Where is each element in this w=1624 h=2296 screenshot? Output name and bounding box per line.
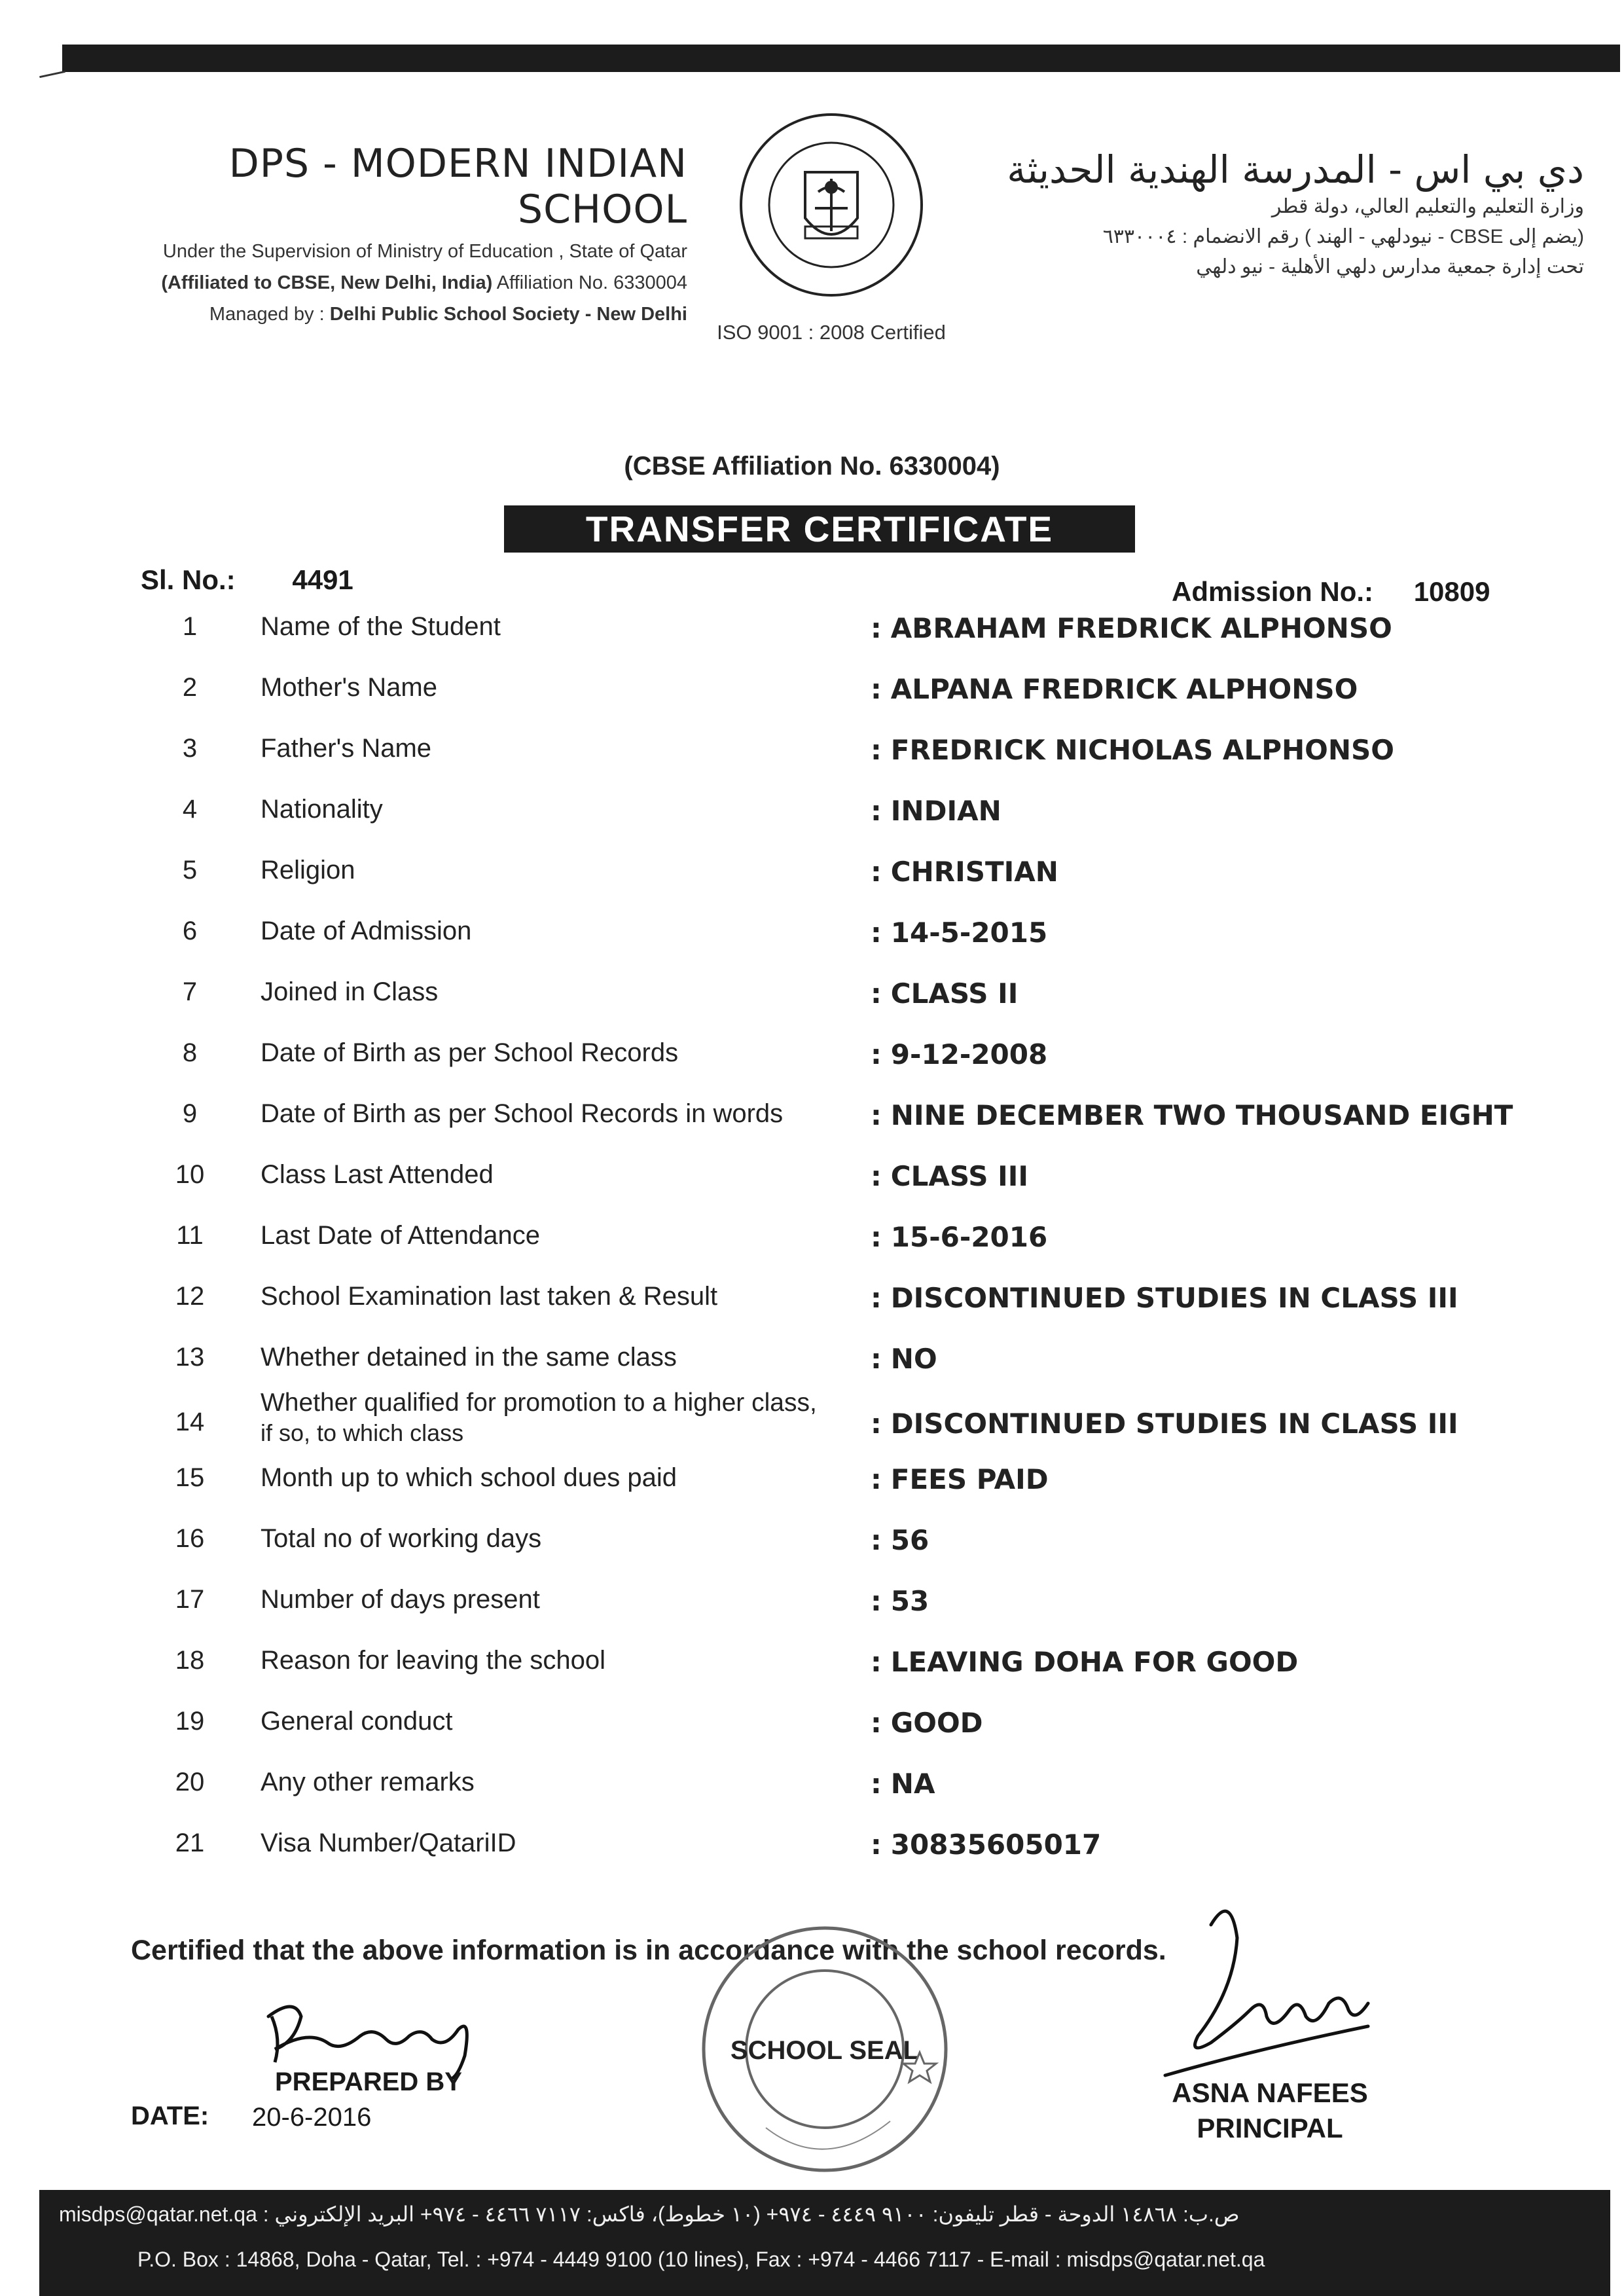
- field-label: [261, 1829, 516, 1858]
- field-row: [0, 1160, 1624, 1219]
- field-number: 13: [175, 1343, 205, 1372]
- field-colon: :: [871, 1221, 882, 1253]
- field-row: [0, 1646, 1624, 1705]
- principal-title: PRINCIPAL: [1197, 2113, 1343, 2143]
- field-row: [0, 977, 1624, 1036]
- principal-block: [1152, 2075, 1388, 2146]
- admission-number: [1172, 576, 1490, 608]
- top-border-tick: [39, 71, 65, 78]
- field-row: [0, 1282, 1624, 1341]
- school-logo-emblem: [736, 110, 926, 300]
- field-number: 8: [182, 1038, 198, 1067]
- managed-arabic: تحت إدارة جمعية مدارس دلهي الأهلية - نيو دلهي: [1196, 256, 1584, 278]
- field-number: 1: [182, 612, 198, 641]
- field-label-line: Date of Admission: [261, 917, 472, 945]
- field-row: [0, 673, 1624, 732]
- field-value: [871, 1408, 1458, 1440]
- field-colon: :: [871, 673, 882, 705]
- field-label-line: General conduct: [261, 1707, 453, 1736]
- field-label-line: Last Date of Attendance: [261, 1221, 540, 1250]
- field-value-text: CLASS III: [890, 1160, 1029, 1192]
- affiliated-text: (Affiliated to CBSE, New Delhi, India): [161, 272, 493, 293]
- field-value-text: NA: [890, 1768, 935, 1800]
- field-value: [871, 1160, 1028, 1192]
- field-label-line: if so, to which class: [261, 1419, 464, 1446]
- affiliation-arabic: (يضم إلى CBSE - نيودلهي - الهند ) رقم الانضمام : ٦٣٣٠٠٠٤: [1102, 226, 1584, 247]
- field-row: [0, 795, 1624, 854]
- footer-english-contact: P.O. Box : 14868, Doha - Qatar, Tel. : +974 - 4449 9100 (10 lines), Fax : +974 - 4466 7117 - E-mail : misdps@qatar.net.qa: [137, 2248, 1265, 2271]
- field-colon: :: [871, 1829, 882, 1861]
- field-label: [261, 1524, 541, 1554]
- field-value: [871, 734, 1394, 766]
- field-value: [871, 1707, 983, 1739]
- field-colon: :: [871, 1585, 882, 1617]
- managed-prefix: Managed by :: [209, 304, 325, 325]
- field-colon: :: [871, 1646, 882, 1678]
- field-number: 2: [182, 673, 198, 702]
- field-label-line: Whether detained in the same class: [261, 1343, 677, 1372]
- field-number: 19: [175, 1707, 205, 1736]
- field-number: 14: [175, 1408, 205, 1436]
- principal-name: ASNA NAFEES: [1172, 2077, 1368, 2108]
- field-value-text: FEES PAID: [890, 1463, 1049, 1495]
- field-colon: :: [871, 1282, 882, 1314]
- field-row: [0, 1768, 1624, 1827]
- date-label: DATE:: [131, 2102, 209, 2130]
- prepared-by-label: PREPARED BY: [275, 2068, 462, 2096]
- serial-label: Sl. No.:: [141, 564, 236, 595]
- field-number: 21: [175, 1829, 205, 1857]
- field-value: [871, 1585, 929, 1617]
- seal-text: SCHOOL SEAL: [730, 2036, 920, 2065]
- field-row: [0, 1829, 1624, 1887]
- field-number: 9: [182, 1099, 198, 1128]
- field-label-line: Mother's Name: [261, 673, 437, 702]
- managed-line: [85, 302, 687, 327]
- field-colon: :: [871, 795, 882, 827]
- school-name-arabic: دي بي اس - المدرسة الهندية الحديثة: [1007, 147, 1584, 192]
- footer-email: misdps@qatar.net.qa: [59, 2202, 257, 2226]
- field-label: [261, 1768, 475, 1797]
- field-value: [871, 612, 1392, 644]
- field-number: 12: [175, 1282, 205, 1311]
- field-number: 15: [175, 1463, 205, 1492]
- top-border-bar: [62, 45, 1620, 72]
- field-colon: :: [871, 977, 882, 1010]
- field-value-text: CLASS II: [890, 977, 1019, 1010]
- field-value: [871, 1221, 1047, 1253]
- field-colon: :: [871, 1707, 882, 1739]
- field-colon: :: [871, 1463, 882, 1495]
- field-value-text: FREDRICK NICHOLAS ALPHONSO: [890, 734, 1394, 766]
- field-row: [0, 1221, 1624, 1280]
- supervision-line: Under the Supervision of Ministry of Education , State of Qatar: [162, 241, 687, 262]
- field-value: [871, 1282, 1458, 1314]
- field-colon: :: [871, 1768, 882, 1800]
- field-label-line: Class Last Attended: [261, 1160, 494, 1189]
- ministry-arabic: وزارة التعليم والتعليم العالي، دولة قطر: [1271, 196, 1584, 217]
- header-arabic: [956, 147, 1584, 282]
- admission-label: Admission No.:: [1172, 576, 1374, 607]
- field-value-text: LEAVING DOHA FOR GOOD: [890, 1646, 1299, 1678]
- field-value-text: DISCONTINUED STUDIES IN CLASS III: [890, 1408, 1458, 1440]
- field-value-text: NINE DECEMBER TWO THOUSAND EIGHT: [890, 1099, 1513, 1131]
- field-number: 3: [182, 734, 198, 763]
- field-colon: :: [871, 1038, 882, 1070]
- admission-value: 10809: [1413, 576, 1490, 607]
- field-value-text: 14-5-2015: [890, 917, 1048, 949]
- field-label: [261, 1160, 494, 1190]
- field-label-line: Visa Number/QatariID: [261, 1829, 516, 1857]
- field-label-line: Any other remarks: [261, 1768, 475, 1796]
- field-value: [871, 1343, 937, 1375]
- field-label: [261, 1221, 540, 1250]
- field-label: [261, 1099, 783, 1129]
- field-label: [261, 1343, 677, 1372]
- field-label: [261, 856, 355, 885]
- document-title: TRANSFER CERTIFICATE: [504, 505, 1135, 553]
- field-colon: :: [871, 1099, 882, 1131]
- field-row: [0, 1585, 1624, 1644]
- field-value: [871, 795, 1001, 827]
- field-value-text: NO: [890, 1343, 937, 1375]
- school-seal-stamp: [694, 1918, 956, 2180]
- field-number: 20: [175, 1768, 205, 1796]
- field-value-text: DISCONTINUED STUDIES IN CLASS III: [890, 1282, 1458, 1314]
- field-label: [261, 1038, 678, 1068]
- field-label: [261, 734, 431, 763]
- field-label-line: Number of days present: [261, 1585, 540, 1614]
- cbse-affiliation: (CBSE Affiliation No. 6330004): [624, 452, 1000, 481]
- field-value-text: ALPANA FREDRICK ALPHONSO: [890, 673, 1358, 705]
- field-number: 7: [182, 977, 198, 1006]
- field-label-line: Whether qualified for promotion to a higher class,: [261, 1389, 817, 1417]
- field-value: [871, 977, 1018, 1010]
- field-label: [261, 795, 383, 824]
- field-label-line: Father's Name: [261, 734, 432, 763]
- field-value: [871, 1829, 1101, 1861]
- field-label-line: Nationality: [261, 795, 383, 824]
- field-number: 4: [182, 795, 198, 824]
- field-value: [871, 1463, 1049, 1495]
- field-value-text: 9-12-2008: [890, 1038, 1048, 1070]
- field-label: [261, 977, 438, 1007]
- field-number: 6: [182, 917, 198, 945]
- field-label-line: Date of Birth as per School Records in words: [261, 1099, 784, 1128]
- field-label: [261, 1646, 605, 1675]
- field-number: 10: [175, 1160, 205, 1189]
- field-label-line: Date of Birth as per School Records: [261, 1038, 679, 1067]
- managed-society: Delhi Public School Society - New Delhi: [329, 304, 687, 325]
- field-row: [0, 1038, 1624, 1097]
- serial-number: [141, 564, 353, 596]
- field-label-line: Religion: [261, 856, 355, 884]
- field-row: [0, 612, 1624, 671]
- field-value-text: GOOD: [890, 1707, 983, 1739]
- field-colon: :: [871, 856, 882, 888]
- field-colon: :: [871, 917, 882, 949]
- field-number: 11: [176, 1221, 204, 1250]
- field-label-line: Name of the Student: [261, 612, 501, 641]
- school-name: DPS - MODERN INDIAN SCHOOL: [228, 141, 687, 232]
- field-value: [871, 856, 1058, 888]
- field-value: [871, 673, 1358, 705]
- field-colon: :: [871, 1343, 882, 1375]
- field-value: [871, 1038, 1047, 1070]
- field-label-line: Total no of working days: [261, 1524, 542, 1553]
- certification-statement: Certified that the above information is in accordance with the school records.: [131, 1935, 1166, 1966]
- field-value: [871, 917, 1047, 949]
- field-value-text: CHRISTIAN: [890, 856, 1058, 888]
- field-value-text: 56: [890, 1524, 929, 1556]
- field-label: [261, 612, 501, 642]
- field-value: [871, 1099, 1513, 1131]
- field-value-text: 30835605017: [890, 1829, 1102, 1861]
- serial-value: 4491: [292, 564, 353, 595]
- field-value: [871, 1646, 1298, 1678]
- field-row: [0, 1388, 1624, 1447]
- footer-line-1: [59, 2202, 1240, 2227]
- field-label: [261, 673, 437, 702]
- field-number: 16: [175, 1524, 205, 1553]
- field-label-line: Month up to which school dues paid: [261, 1463, 677, 1492]
- field-value-text: ABRAHAM FREDRICK ALPHONSO: [890, 612, 1392, 644]
- field-value-text: 53: [890, 1585, 929, 1617]
- field-value-text: 15-6-2016: [890, 1221, 1048, 1253]
- field-colon: :: [871, 1160, 882, 1192]
- field-number: 18: [175, 1646, 205, 1675]
- field-label: [261, 1707, 453, 1736]
- header-english: [85, 141, 687, 327]
- field-label-line: Reason for leaving the school: [261, 1646, 605, 1675]
- field-colon: :: [871, 734, 882, 766]
- field-row: [0, 1707, 1624, 1766]
- field-label: [261, 1585, 540, 1614]
- footer-contact-bar: [39, 2190, 1610, 2296]
- field-label: [261, 1282, 717, 1311]
- field-label: [261, 1388, 817, 1448]
- field-label: [261, 917, 471, 946]
- field-number: 5: [182, 856, 198, 884]
- affiliation-line: [85, 270, 687, 295]
- field-label-line: School Examination last taken & Result: [261, 1282, 718, 1311]
- field-row: [0, 1099, 1624, 1158]
- field-row: [0, 734, 1624, 793]
- field-row: [0, 1524, 1624, 1583]
- field-label: [261, 1463, 677, 1493]
- affiliation-number: Affiliation No. 6330004: [496, 272, 687, 293]
- field-value-text: INDIAN: [890, 795, 1001, 827]
- field-colon: :: [871, 1524, 882, 1556]
- field-number: 17: [175, 1585, 205, 1614]
- field-value: [871, 1768, 935, 1800]
- footer-arabic-contact: ص.ب: ١٤٨٦٨ الدوحة - قطر تليفون: ٩١٠٠ ٤٤٤٩ - ٩٧٤+ (١٠ خطوط)، فاكس: ٧١١٧ ٤٤٦٦ - ٩٧٤+ البريد الإلكتروني :: [262, 2202, 1240, 2226]
- date-value: 20-6-2016: [252, 2103, 372, 2132]
- field-row: [0, 917, 1624, 975]
- iso-certification: ISO 9001 : 2008 Certified: [717, 321, 946, 344]
- field-label-line: Joined in Class: [261, 977, 439, 1006]
- field-value: [871, 1524, 929, 1556]
- field-colon: :: [871, 1408, 882, 1440]
- field-row: [0, 856, 1624, 915]
- field-row: [0, 1463, 1624, 1522]
- field-colon: :: [871, 612, 882, 644]
